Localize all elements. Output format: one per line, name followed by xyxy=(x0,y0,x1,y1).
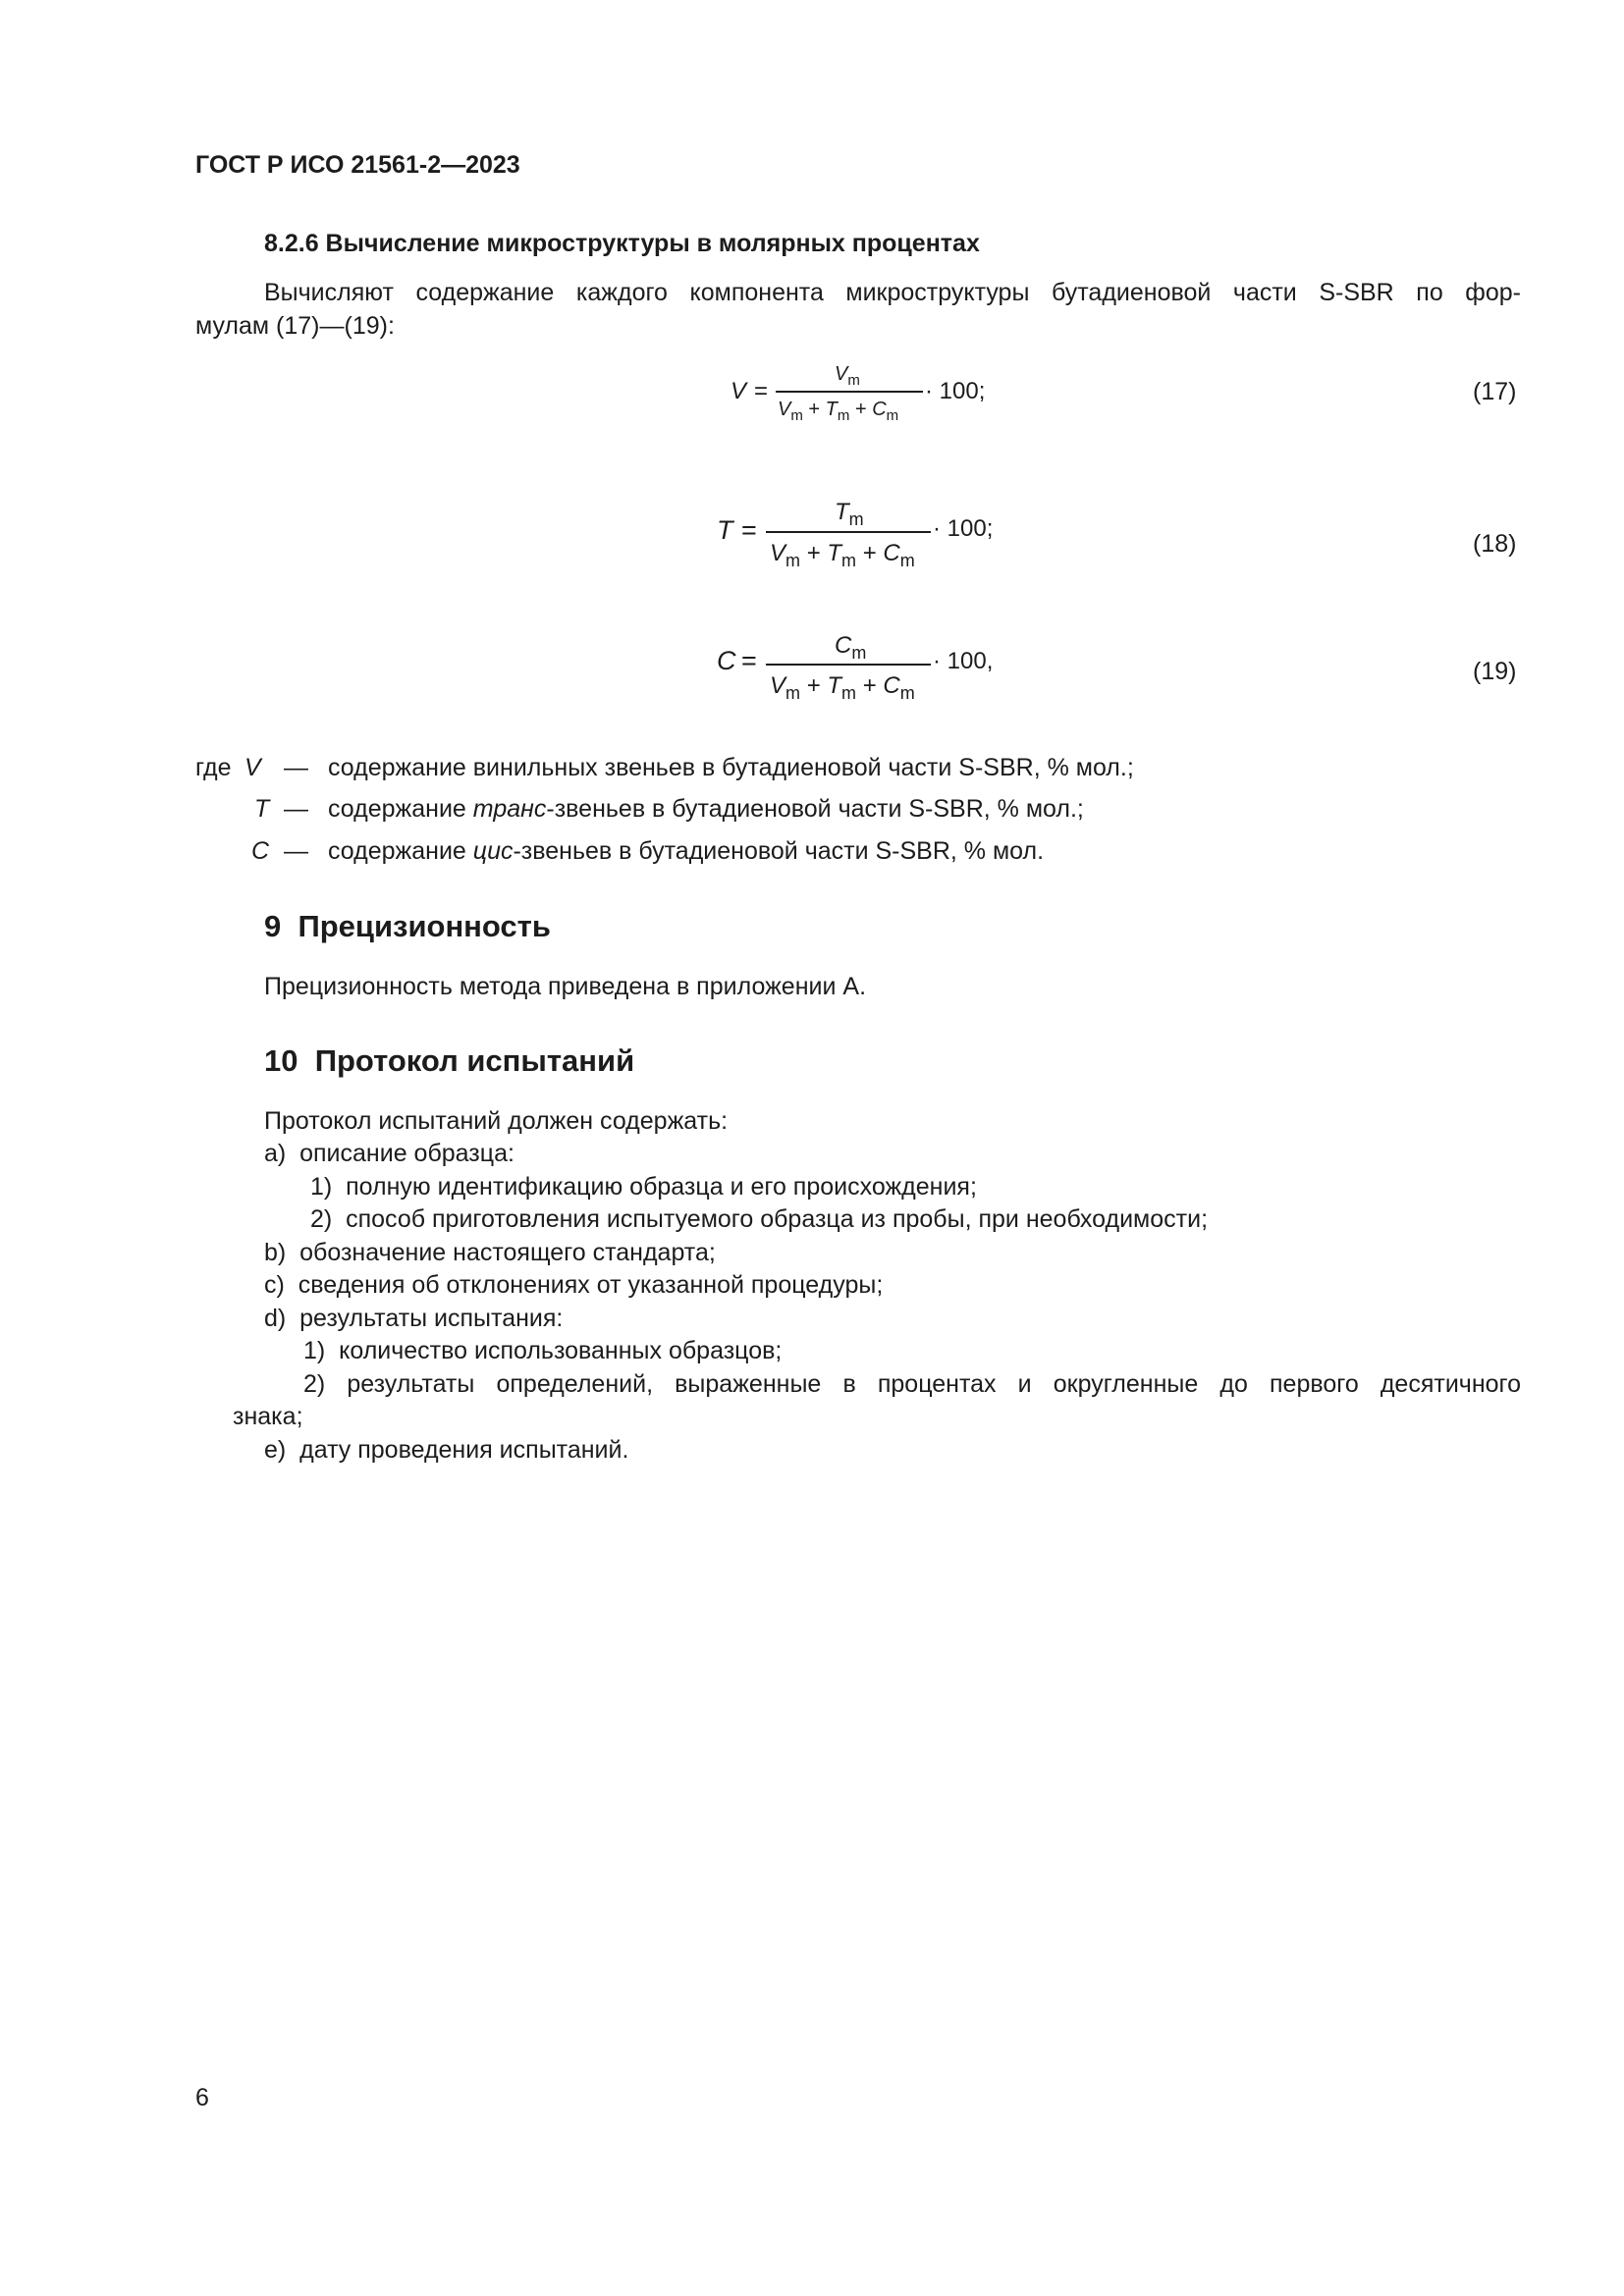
list-item: b) обозначение настоящего стандарта; xyxy=(264,1239,716,1266)
f17-numerator: $V_m$ xyxy=(835,363,860,389)
section-9-text: Прецизионность метода приведена в приложении А. xyxy=(264,973,867,1000)
section-9-title: 9 Прецизионность xyxy=(264,909,551,943)
section-10-intro: Протокол испытаний должен содержать: xyxy=(264,1107,729,1135)
legend-symbol: T xyxy=(254,795,270,823)
list-item: d) результаты испытания: xyxy=(264,1305,564,1332)
subsection-title: 8.2.6 Вычисление микроструктуры в молярных процентах xyxy=(264,230,980,257)
f18-fraction-bar xyxy=(766,531,931,533)
legend-dash: — xyxy=(284,837,308,865)
f19-denominator: $V_m + T_m + C_m$ xyxy=(770,672,915,703)
f17-denominator: $V_m + T_m + C_m$ xyxy=(778,399,899,424)
intro-line-1: Вычисляют содержание каждого компонента микроструктуры бутадиеновой части S-SBR по фор- xyxy=(264,279,1521,306)
list-item: 2) результаты определений, выраженные в процентах и округленные до первого десятичного xyxy=(303,1370,1521,1398)
list-item-continuation: знака; xyxy=(233,1403,303,1430)
page-number: 6 xyxy=(195,2084,209,2111)
legend-description: содержание винильных звеньев в бутадиеновой части S-SBR, % мол.; xyxy=(328,754,1134,781)
f19-number: (19) xyxy=(1473,658,1517,685)
f18-eq: = xyxy=(741,515,757,545)
section-10-title: 10 Протокол испытаний xyxy=(264,1043,635,1078)
f19-lhs: C xyxy=(717,646,736,675)
f19-eq: = xyxy=(741,646,757,675)
f17-fraction-bar xyxy=(776,391,923,393)
legend-description: содержание цис-звеньев в бутадиеновой части S-SBR, % мол. xyxy=(328,837,1045,865)
intro-line-2: мулам (17)—(19): xyxy=(195,312,395,340)
f18-numerator: $T_m$ xyxy=(835,499,864,529)
f17-lhs: V xyxy=(731,378,747,404)
f19-tail: · 100, xyxy=(933,648,994,674)
legend-symbol: V xyxy=(244,754,261,781)
f18-lhs: T xyxy=(717,515,733,545)
list-item: 1) полную идентификацию образца и его происхождения; xyxy=(310,1173,977,1201)
f17-eq: = xyxy=(754,378,769,404)
list-item: a) описание образца: xyxy=(264,1140,514,1167)
legend-description: содержание транс-звеньев в бутадиеновой части S-SBR, % мол.; xyxy=(328,795,1084,823)
legend-dash: — xyxy=(284,795,308,823)
f17-tail: · 100; xyxy=(925,378,986,404)
f18-denominator: $V_m + T_m + C_m$ xyxy=(770,540,915,570)
f19-fraction-bar xyxy=(766,664,931,666)
legend-symbol: C xyxy=(251,837,270,865)
legend-dash: — xyxy=(284,754,308,781)
legend-where: где xyxy=(195,754,232,781)
f17-number: (17) xyxy=(1473,378,1517,405)
f19-numerator: $C_m$ xyxy=(835,632,867,663)
f18-number: (18) xyxy=(1473,530,1517,558)
f18-tail: · 100; xyxy=(933,515,994,542)
document-header: ГОСТ Р ИСО 21561-2—2023 xyxy=(195,151,520,179)
list-item: 1) количество использованных образцов; xyxy=(303,1337,783,1364)
list-item: e) дату проведения испытаний. xyxy=(264,1436,629,1464)
list-item: c) сведения об отклонениях от указанной процедуры; xyxy=(264,1271,884,1299)
list-item: 2) способ приготовления испытуемого образца из пробы, при необходимости; xyxy=(310,1205,1209,1233)
